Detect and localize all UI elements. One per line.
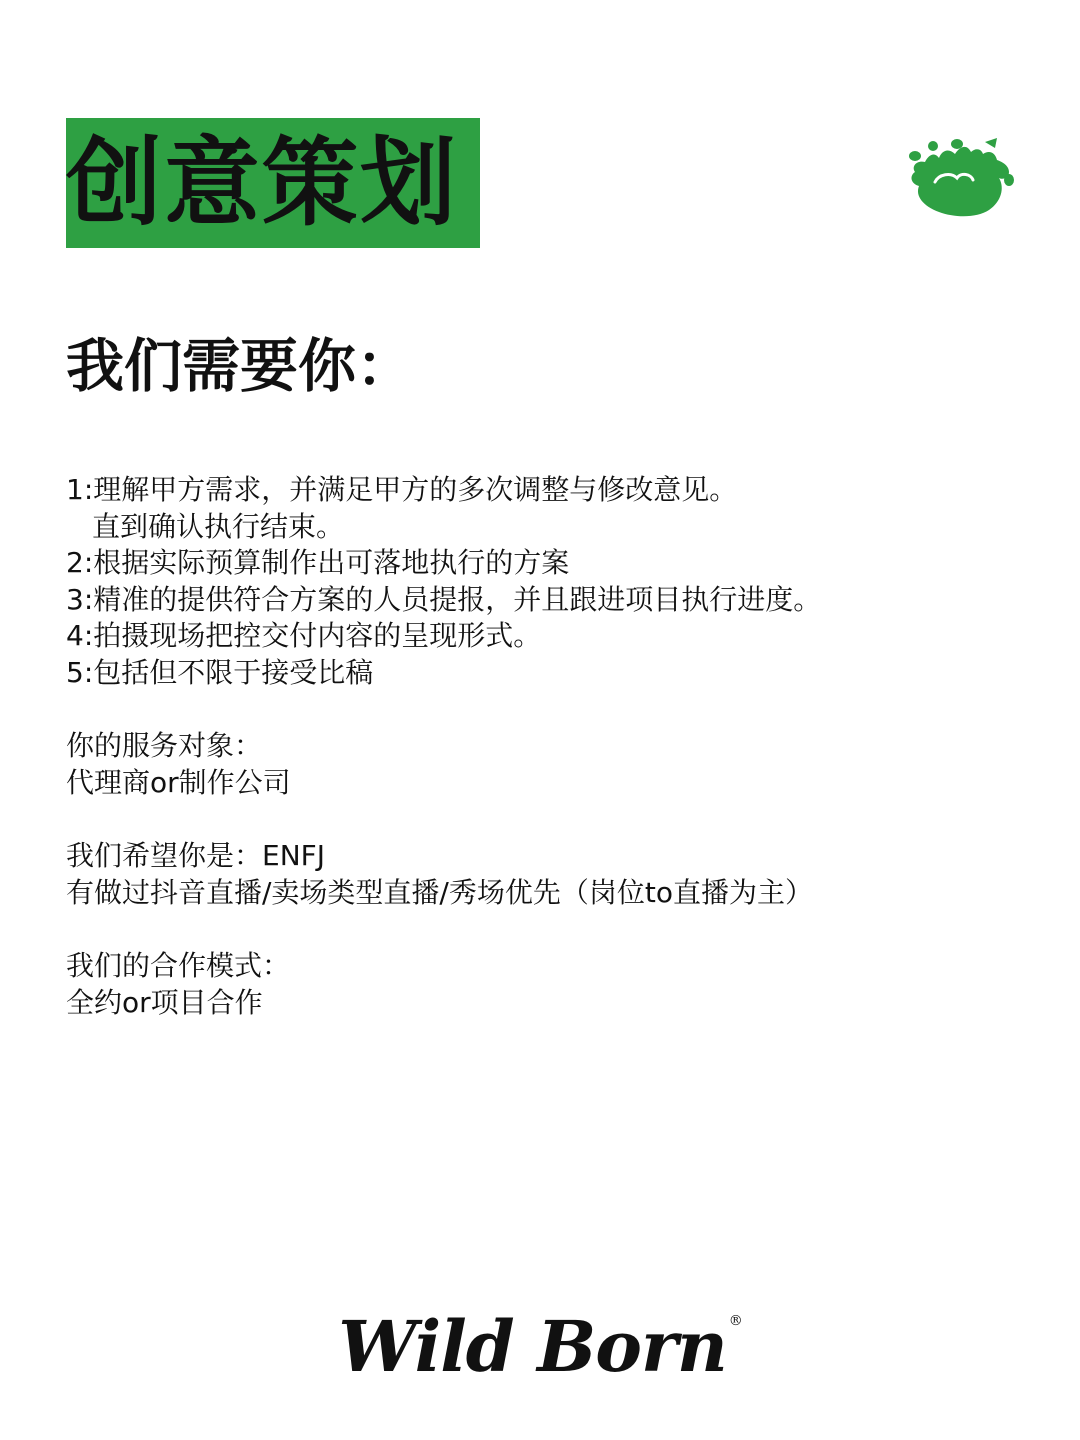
spacer	[66, 691, 1016, 728]
section-heading: 我们需要你：	[66, 332, 415, 400]
requirement-item: 3:精准的提供符合方案的人员提报，并且跟进项目执行进度。	[66, 582, 822, 616]
requirement-item: 1:理解甲方需求，并满足甲方的多次调整与修改意见。	[66, 473, 738, 506]
service-target-value: 代理商or制作公司	[66, 765, 291, 799]
spacer	[66, 801, 1016, 838]
requirement-item: 直到确认执行结束。	[92, 509, 345, 543]
hope-value: 有做过抖音直播/卖场类型直播/秀场优先（岗位to直播为主）	[66, 875, 813, 909]
paw-print-icon	[905, 138, 1015, 220]
cooperation-label: 我们的合作模式：	[66, 949, 291, 982]
cooperation-value: 全约or项目合作	[66, 985, 263, 1019]
page-title: 创意策划	[66, 127, 458, 239]
registered-mark: ®	[728, 1313, 742, 1329]
requirement-item: 5:包括但不限于接受比稿	[66, 655, 374, 689]
spacer	[66, 911, 1016, 948]
brand-name: Wild Born	[338, 1305, 727, 1388]
service-target-label: 你的服务对象：	[66, 729, 263, 762]
requirement-item: 2:根据实际预算制作出可落地执行的方案	[66, 546, 570, 579]
requirement-item: 4:拍摄现场把控交付内容的呈现形式。	[66, 619, 542, 652]
title-banner	[66, 118, 480, 248]
hope-label: 我们希望你是：ENFJ	[66, 839, 326, 872]
brand-logo	[0, 1305, 1080, 1388]
job-description	[66, 472, 1016, 1021]
